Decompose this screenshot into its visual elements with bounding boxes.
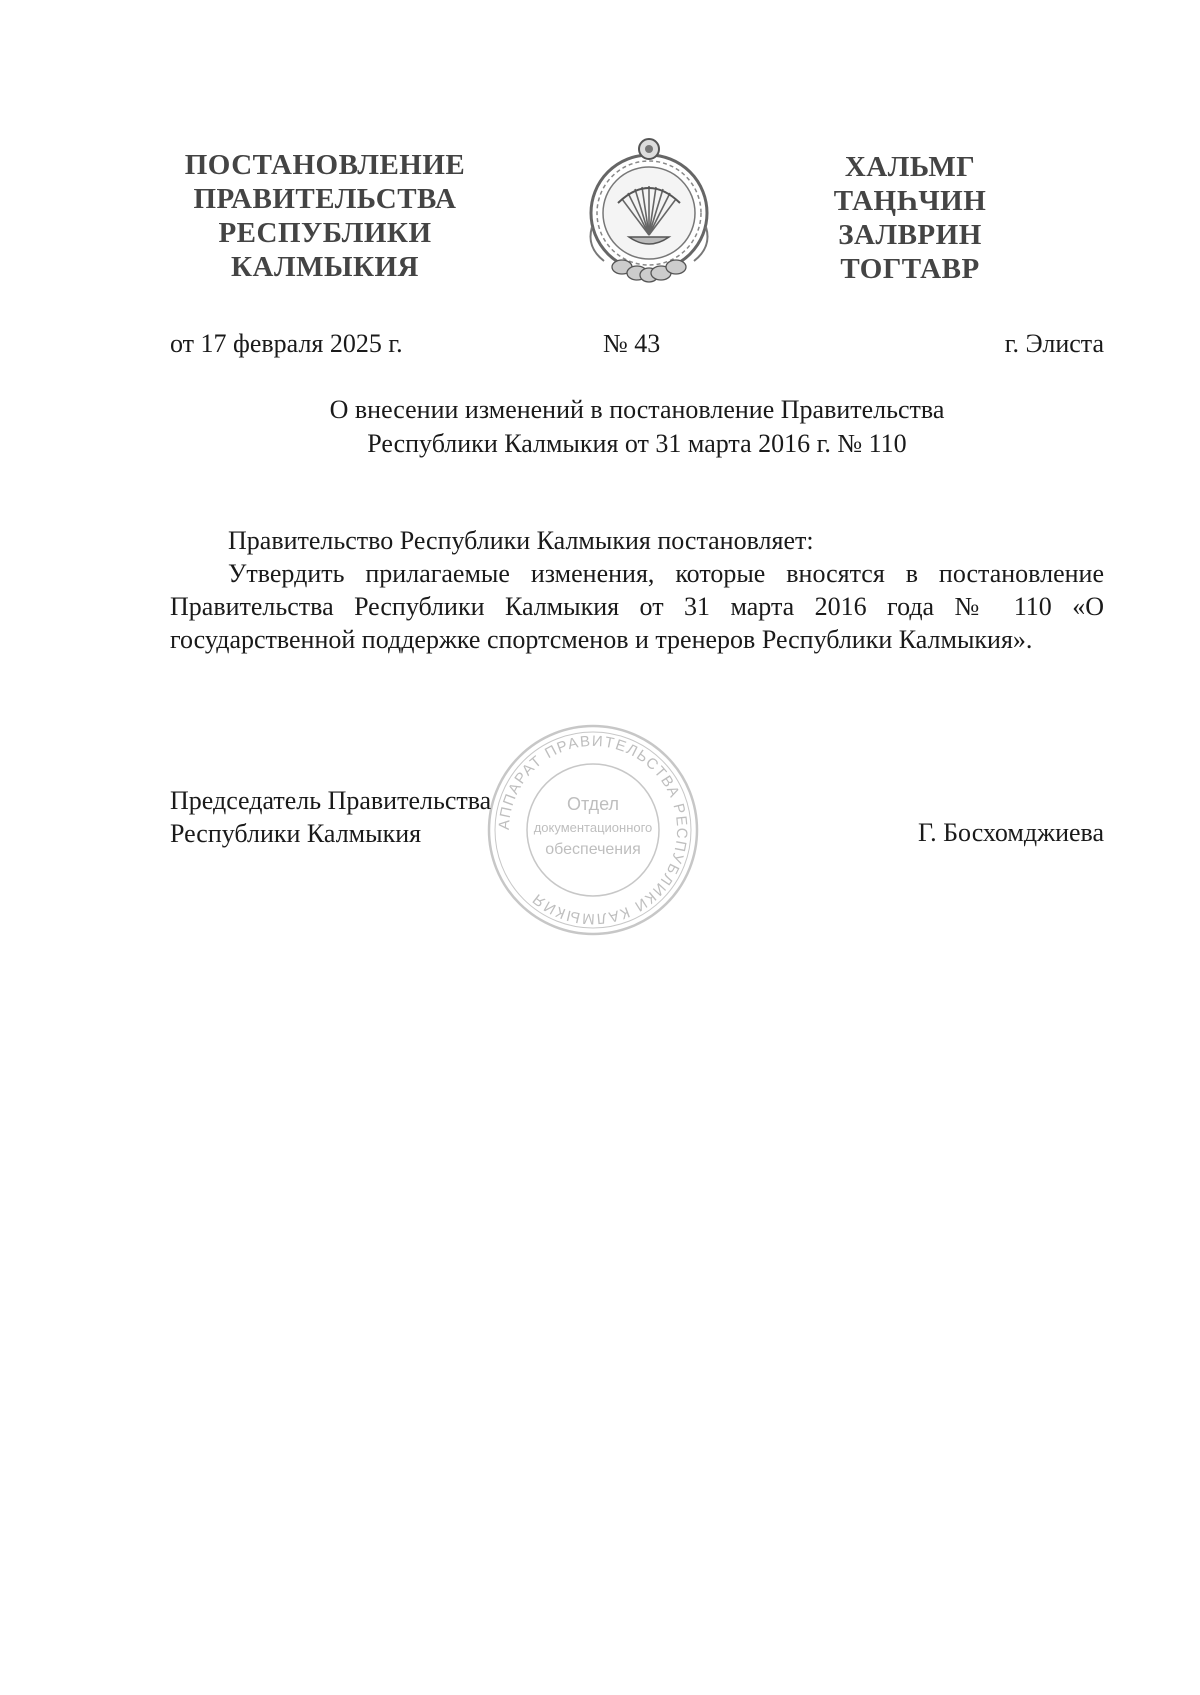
header-right-line: ТАҢҺЧИН: [833, 185, 987, 217]
header-right-line: ЗАЛВРИН: [838, 219, 982, 251]
document-title: [170, 393, 1104, 461]
title-line: Республики Калмыкия от 31 марта 2016 г. № 110: [367, 429, 907, 458]
stamp-center-text: Отдел: [566, 794, 620, 814]
signatory-name: Г. Босхомджиева: [918, 818, 1104, 847]
document-date: от 17 февраля 2025 г.: [170, 329, 403, 358]
header-left-line: РЕСПУБЛИКИ: [218, 217, 432, 249]
body-paragraph: Правительство Республики Калмыкия постановляет:: [228, 526, 814, 555]
signatory-position-line: Республики Калмыкия: [170, 819, 422, 848]
official-seal-stamp: [483, 720, 703, 940]
header-right-line: ХАЛЬМГ: [844, 151, 976, 183]
coat-of-arms-emblem: [582, 137, 717, 285]
body-paragraph: Утвердить прилагаемые изменения, которые вносятся в постановление Правительства Республики Калмыкия от 31 марта 2016 года № 110 «О государственной поддержке спортсменов и тренеров Республики Калмыкия».: [170, 559, 1104, 654]
signatory-position: [170, 784, 491, 850]
document-number: № 43: [603, 329, 661, 358]
document-body: [170, 524, 1104, 656]
stamp-ring-text: АППАРАТ ПРАВИТЕЛЬСТВА РЕСПУБЛИКИ КАЛМЫКИЯ: [495, 732, 691, 928]
header-left-title: [175, 148, 475, 284]
stamp-center-text: обеспечения: [545, 841, 641, 858]
header-right-title: [820, 150, 1000, 286]
title-line: О внесении изменений в постановление Правительства: [329, 395, 945, 424]
document-city: г. Элиста: [1004, 329, 1104, 358]
header-left-line: КАЛМЫКИЯ: [231, 251, 419, 283]
header-left-line: ПОСТАНОВЛЕНИЕ: [184, 149, 466, 181]
header-right-line: ТОГТАВР: [840, 253, 980, 285]
stamp-center-text: документационного: [533, 820, 653, 835]
signatory-position-line: Председатель Правительства: [170, 786, 492, 815]
header-left-line: ПРАВИТЕЛЬСТВА: [193, 183, 457, 215]
